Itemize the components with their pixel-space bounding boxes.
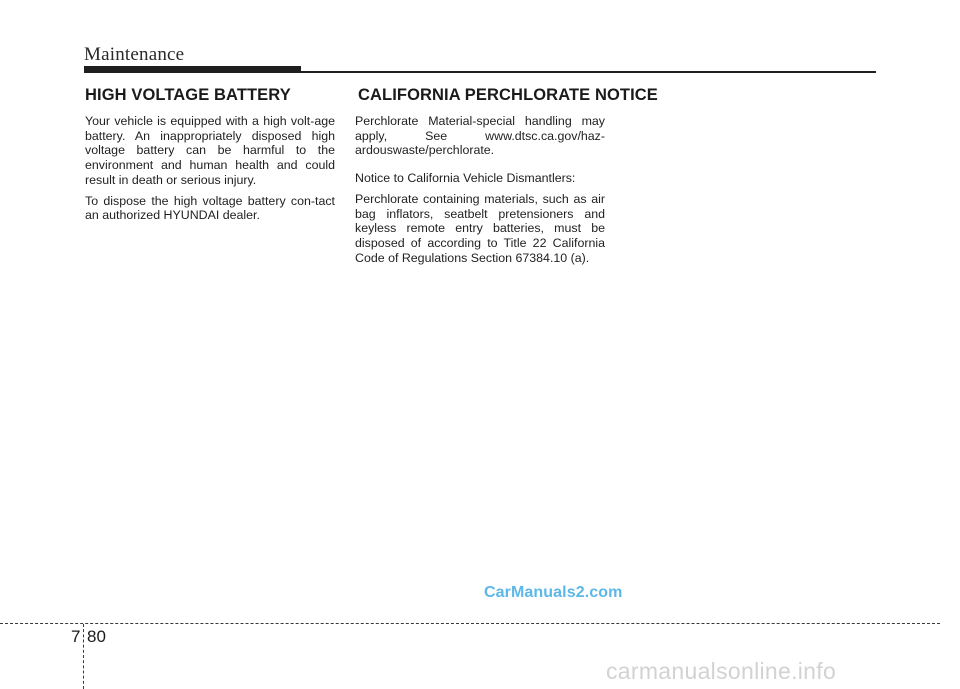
footer-dashed-rule [0, 623, 940, 624]
paragraph-perchlorate-materials: Perchlorate containing materials, such as air bag inflators, seatbelt pretensioners and keyless remote entry batteries, must be disposed of according to Title 22 California Code of Regulations Section 67384.10 (a). [355, 191, 605, 265]
section-heading-california-perchlorate: CALIFORNIA PERCHLORATE NOTICE [358, 86, 658, 104]
footer-site-watermark[interactable]: carmanualsonline.info [606, 658, 837, 684]
paragraph-high-voltage-disposal: To dispose the high voltage battery con-tact an authorized HYUNDAI dealer. [85, 193, 335, 223]
section-heading-high-voltage-battery: HIGH VOLTAGE BATTERY [85, 86, 291, 104]
page-number-divider [83, 624, 84, 689]
page-number: 80 [87, 627, 106, 646]
paragraph-perchlorate-handling: Perchlorate Material-special handling may apply, See www.dtsc.ca.gov/haz-ardouswaste/perchlorate. [355, 114, 605, 158]
left-column [85, 86, 335, 229]
page-chapter-number: 7 [71, 627, 81, 646]
watermark-carmanuals2[interactable]: CarManuals2.com [484, 584, 623, 601]
paragraph-dismantlers-notice: Notice to California Vehicle Dismantlers: [355, 171, 576, 186]
header-rule-thin [84, 71, 876, 73]
page-header-title: Maintenance [84, 44, 185, 65]
paragraph-high-voltage-warning: Your vehicle is equipped with a high volt-age battery. An inappropriately disposed high voltage battery can be harmful to the environment and human health and could result in death or serious injury. [85, 114, 335, 187]
right-column [355, 86, 658, 271]
